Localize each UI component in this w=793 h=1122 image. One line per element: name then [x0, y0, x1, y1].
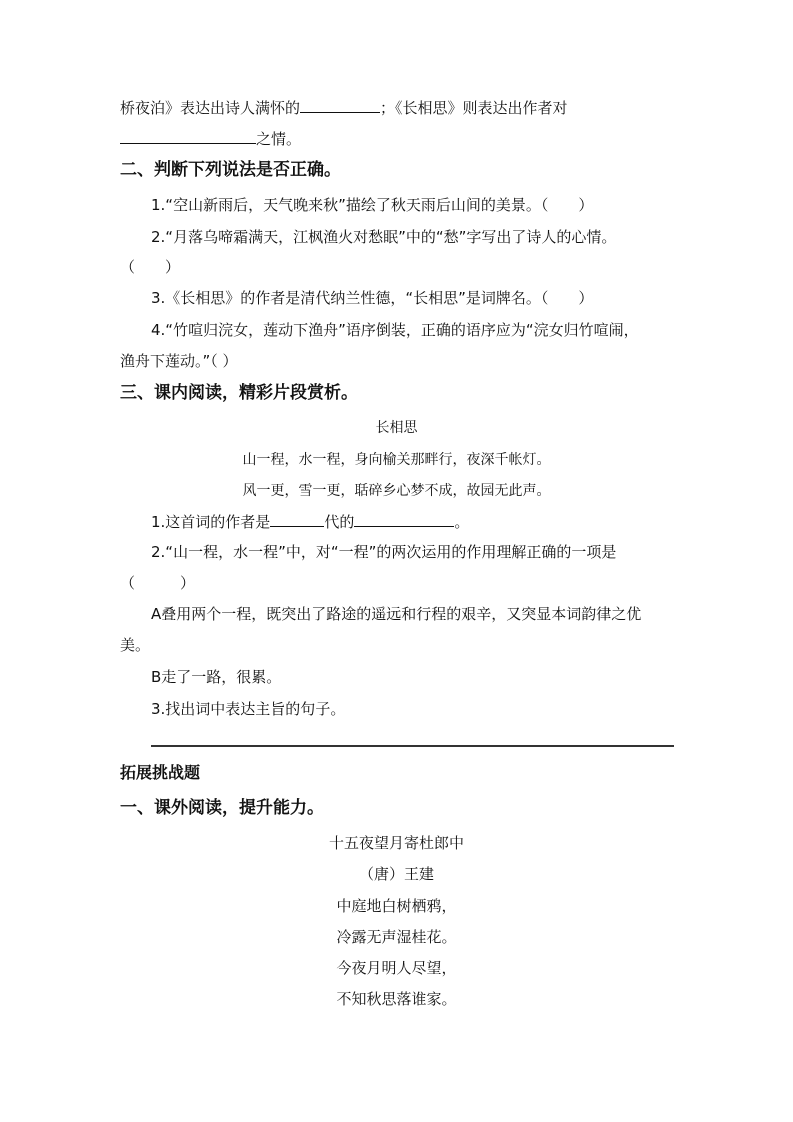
- reading-question-1: [151, 510, 469, 533]
- option-b: B走了一路，很累。: [151, 668, 282, 686]
- option-a: A叠用两个一程，既突出了路途的遥远和行程的艰辛，又突显本词韵律之优: [151, 605, 642, 623]
- poem-line-1: 山一程，水一程，身向榆关那畔行，夜深千帐灯。: [242, 452, 551, 468]
- poem-title: 长相思: [375, 420, 418, 436]
- reading-question-3: 3.找出词中表达主旨的句子。: [151, 700, 346, 718]
- ext-poem-line: 不知秋思落谁家。: [336, 990, 457, 1008]
- judge-question-4-cont: 渔舟下莲动。”（ ）: [120, 352, 238, 370]
- ext-poem-author: （唐）王建: [358, 865, 434, 883]
- extension-heading: 一、课外阅读，提升能力。: [120, 798, 324, 818]
- ext-poem-line: 冷露无声湿桂花。: [336, 928, 457, 946]
- fill-line-1: [120, 96, 568, 119]
- judge-question-2-bracket[interactable]: （ ）: [120, 258, 181, 276]
- reading-question-2-bracket[interactable]: （ ）: [120, 574, 196, 592]
- judge-question-4: 4.“竹喧归浣女，莲动下渔舟”语序倒装，正确的语序应为“浣女归竹喧闹，: [151, 321, 639, 339]
- answer-blank[interactable]: [120, 127, 256, 144]
- ext-poem-line: 今夜月明人尽望，: [336, 959, 457, 977]
- answer-blank[interactable]: [300, 96, 380, 113]
- judge-question-1: 1.“空山新雨后，天气晚来秋”描绘了秋天雨后山间的美景。（ ）: [151, 196, 594, 214]
- question-text: 1.这首词的作者是: [151, 513, 271, 531]
- option-a-cont: 美。: [120, 636, 151, 654]
- reading-question-2: 2.“山一程，水一程”中，对“一程”的两次运用的作用理解正确的一项是: [151, 543, 617, 561]
- fill-text: ；《长相思》则表达出作者对: [380, 99, 568, 117]
- section-divider: [151, 745, 674, 747]
- answer-blank[interactable]: [270, 510, 324, 527]
- poem-line-2: 风一更，雪一更，聒碎乡心梦不成，故园无此声。: [242, 483, 551, 499]
- ext-poem-title: 十五夜望月寄杜郎中: [328, 834, 464, 852]
- extension-title: 拓展挑战题: [120, 763, 201, 782]
- answer-blank[interactable]: [354, 510, 454, 527]
- section-heading-3: 三、课内阅读，精彩片段赏析。: [120, 383, 358, 403]
- fill-text: 桥夜泊》表达出诗人满怀的: [120, 99, 301, 117]
- fill-text: 之情。: [256, 130, 302, 148]
- section-heading-2: 二、判断下列说法是否正确。: [120, 160, 341, 180]
- question-text: 代的: [324, 513, 355, 531]
- ext-poem-line: 中庭地白树栖鸦，: [336, 897, 457, 915]
- judge-question-3: 3.《长相思》的作者是清代纳兰性德，“长相思”是词牌名。（ ）: [151, 289, 594, 307]
- question-text: 。: [454, 513, 470, 531]
- fill-line-2: [120, 127, 301, 150]
- judge-question-2: 2.“月落乌啼霜满天，江枫渔火对愁眠”中的“愁”字写出了诗人的心情。: [151, 228, 617, 246]
